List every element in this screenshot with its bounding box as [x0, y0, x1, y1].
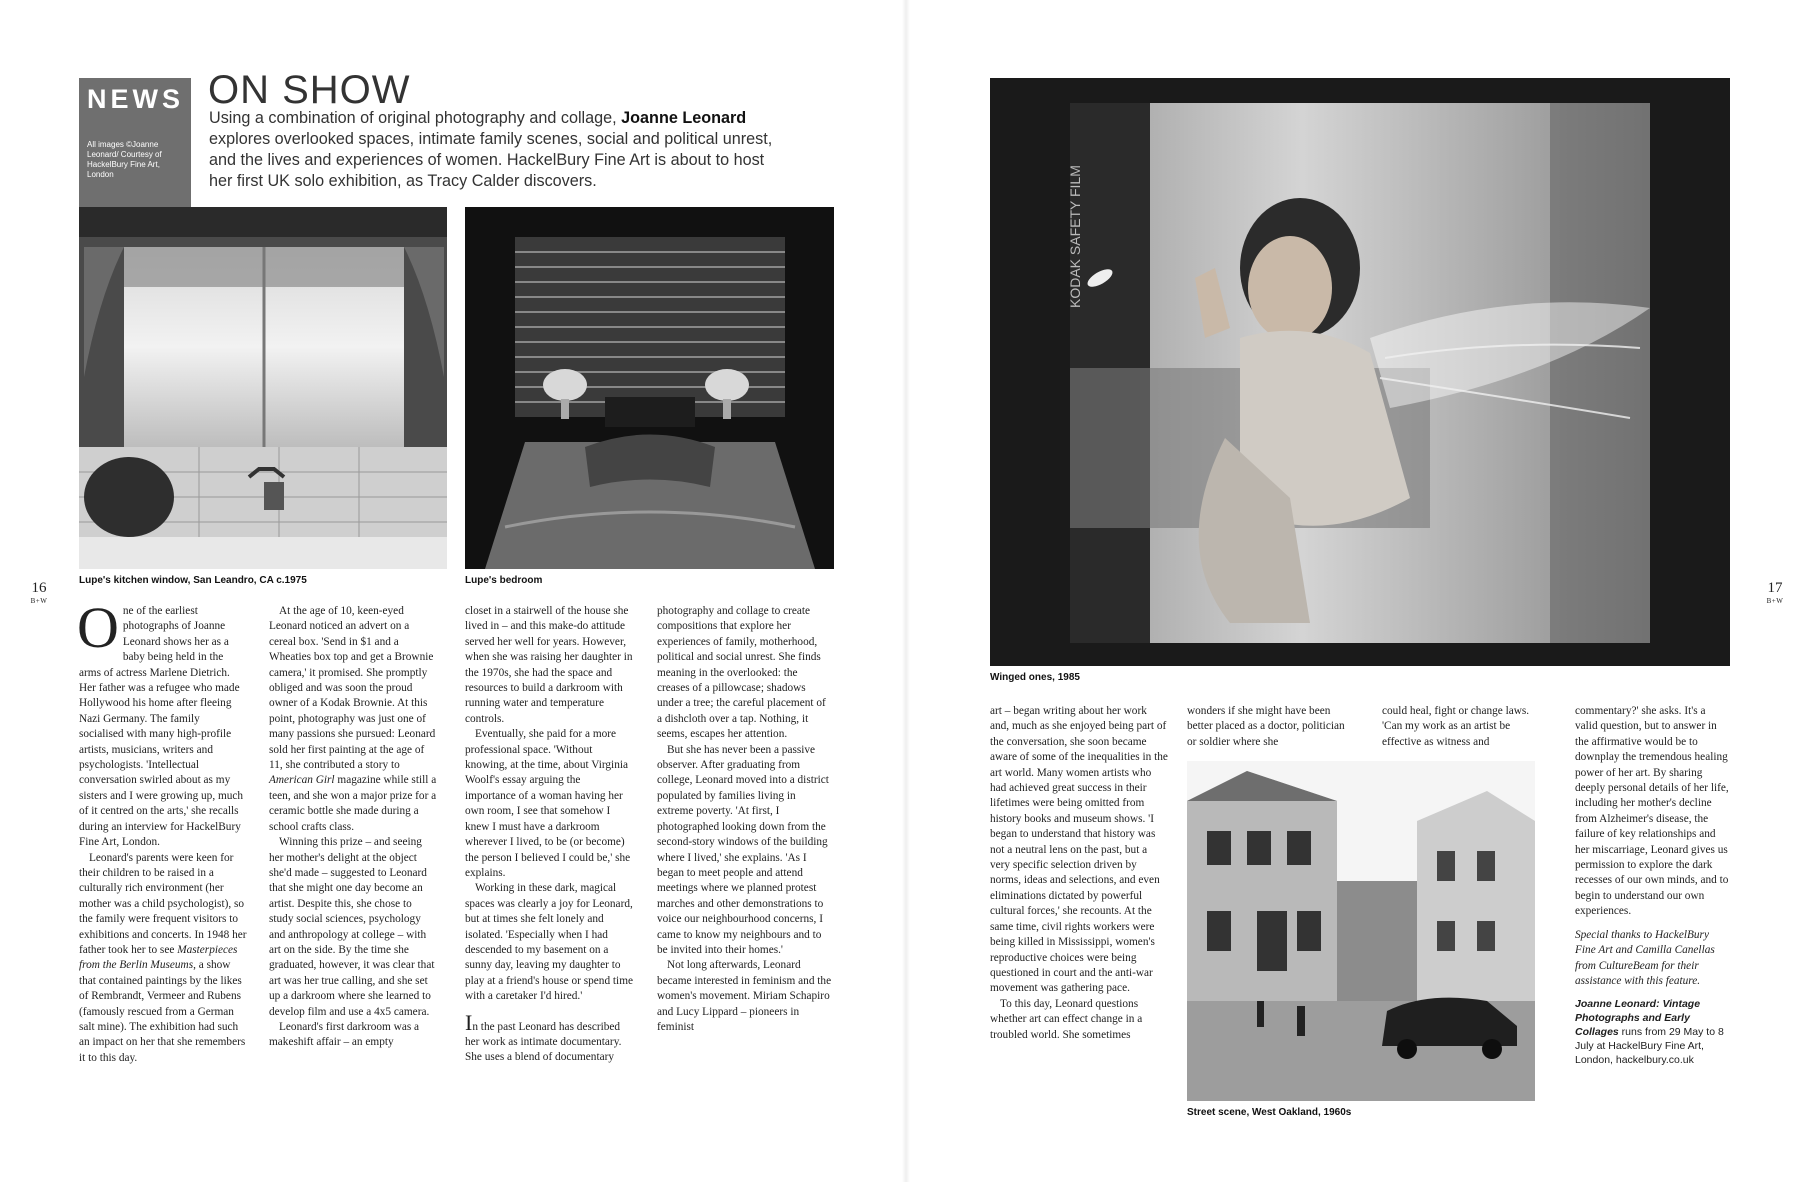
page-number-right [1760, 580, 1790, 605]
article-column-3 [465, 604, 633, 1066]
paragraph: But she has never been a passive observer. After graduating from college, Leonard moved into a district populated by families living in extreme poverty. 'At first, I photographed looking down from the second-story windows of the building where I lived,' she explains. 'As I began to meet people and attend meetings where we planned protest marches and other demonstrations to voice our neighbourhood concerns, I came to know my neighbours and to be invited into their homes.' [657, 743, 829, 956]
street-caption: Street scene, West Oakland, 1960s [1187, 1107, 1352, 1118]
bedroom-photo [465, 207, 834, 569]
page-spine [902, 0, 910, 1182]
paragraph: photography and collage to create compositions that explore her experiences of family, motherhood, political and social unrest. She finds meaning in the overlooked: the creases of a pillowcase; shadows under a tree; the careful placement of a dishcloth over a tap. Nothing, it seems, escapes her attention. [657, 605, 826, 741]
paragraph: wonders if she might have been better placed as a doctor, politician or soldier where she [1187, 705, 1345, 748]
folio-mark: B+W [1766, 597, 1784, 605]
film-edge-text: KODAK SAFETY FILM [1067, 165, 1083, 308]
acknowledgement: Special thanks to HackelBury Fine Art and Camilla Canellas from CultureBeam for their assistance with this feature. [1575, 928, 1715, 987]
folio-number: 16 [31, 580, 47, 596]
folio-number: 17 [1767, 580, 1783, 596]
article-column-5 [990, 704, 1168, 1043]
paragraph: Winning this prize – and seeing her mother's delight at the object she'd made – suggested to Leonard that she might one day become an artist. Despite this, she chose to study social sciences, psychology and anthropology at college – with art on the side. By the time she graduated, however, it was clear that art was her true calling, and she set up a darkroom where she learned to develop film and use a 4x5 camera. [269, 836, 435, 1018]
section-initial: I [465, 1009, 473, 1035]
news-section-box [79, 78, 191, 208]
paragraph: commentary?' she asks. It's a valid question, but to answer in the affirmative would be to downplay the tremendous healing power of her art. By sharing deeply personal details of her life, including her mother's decline from Alzheimer's disease, the failure of key relationships and her miscarriage, Leonard gives us permission to explore the dark recesses of our own minds, and to begin to understand our own experiences. [1575, 705, 1729, 918]
headline: ON SHOW [208, 68, 411, 112]
paragraph: Working in these dark, magical spaces was clearly a joy for Leonard, but at times she felt lonely and isolated. 'Especially when I had descended to my basement on a sunny day, leaving my daughter to play at a friend's house or spend time with a caretaker I'd hired.' [465, 882, 633, 1003]
paragraph: To this day, Leonard questions whether art can effect change in a troubled world. She sometimes [990, 997, 1143, 1041]
bedroom-caption: Lupe's bedroom [465, 575, 543, 586]
article-column-1 [77, 595, 247, 1066]
paragraph: could heal, fight or change laws. 'Can my work as an artist be effective as witness and [1382, 705, 1530, 748]
paragraph-cont: magazine while still a teen, and she won a major prize for a ceramic bottle she made during a school crafts class. [269, 774, 437, 833]
paragraph: At the age of 10, keen-eyed Leonard noticed an advert on a cereal box. 'Send in $1 and a Wheaties box top and get a Brownie camera,' it promised. She promptly obliged and was soon the proud owner of a Kodak Brownie. At this point, photography was just one of many passions she pursued: Leonard sold her first painting at the age of 11, she contributed a story to [269, 605, 436, 772]
exhibition-listing-title: Joanne Leonard: Vintage Photographs and Early Collages [1575, 998, 1701, 1039]
article-column-8 [1575, 704, 1730, 1067]
paragraph: Leonard's first darkroom was a makeshift affair – an empty [269, 1020, 420, 1049]
artist-name: Joanne Leonard [621, 109, 747, 127]
paragraph: Not long afterwards, Leonard became interested in feminism and the women's movement. Miriam Schapiro and Lucy Lippard – pioneers in feminist [657, 959, 832, 1033]
section-label: NEWS [87, 84, 184, 114]
standfirst-text-cont: explores overlooked spaces, intimate family scenes, social and political unrest, and the lives and experiences of women. HackelBury Fine Art is about to host her first UK solo exhibition, as Tracy Calder discovers. [209, 130, 773, 190]
article-column-7 [1382, 704, 1542, 750]
exhibition-title: Masterpieces from the Berlin Museums [79, 943, 238, 972]
winged-ones-photo [990, 78, 1730, 666]
kitchen-caption: Lupe's kitchen window, San Leandro, CA c.1975 [79, 575, 307, 586]
article-column-2 [269, 604, 437, 1051]
standfirst [209, 108, 784, 192]
image-credit: All images ©Joanne Leonard/ Courtesy of HackelBury Fine Art, London [87, 140, 162, 179]
paragraph: closet in a stairwell of the house she lived in – and this make-do attitude served her well for years. However, when she was raising her daughter in the 1970s, she had the space and resources to build a darkroom with running water and temperature controls. [465, 605, 633, 725]
page-number-left [24, 580, 54, 605]
kitchen-window-photo [79, 207, 447, 569]
article-column-4 [657, 604, 832, 1035]
exhibition-listing-details: runs from 29 May to 8 July at HackelBury Fine Art, London, hackelbury.co.uk [1575, 1026, 1724, 1067]
paragraph: Leonard's parents were keen for their children to be raised in a culturally rich environment (her mother was a child psychologist), so the family were frequent visitors to exhibitions and concerts. In 1948 her father took her to see [79, 851, 247, 956]
paragraph-cont: , a show that contained paintings by the likes of Rembrandt, Vermeer and Rubens (famously rescued from a German salt mine). The exhibition had such an impact on her that she remembers it to this day. [79, 959, 246, 1064]
standfirst-text: Using a combination of original photography and collage, [209, 109, 622, 127]
paragraph: Eventually, she paid for a more professional space. 'Without knowing, at the time, about Virginia Woolf's essay arguing the importance of a woman having her own room, I see that somehow I knew I must have a darkroom wherever I lived, to be (or become) the person I believed I could be,' she explains. [465, 728, 631, 879]
paragraph: art – began writing about her work and, much as she enjoyed being part of the conversation, she soon became aware of some of the inequalities in the art world. Many women artists who had achieved great success in their lifetimes were being omitted from history books and museum shows. 'I began to understand that history was not a neutral lens on the past, but a very specific selection driven by norms, ideas and selections, and even eliminations dictated by powerful cultural forces,' she recounts. At the same time, civil rights workers were being killed in Mississippi, women's reproductive choices were being questioned in court and the anti-war movement was gathering pace. [990, 705, 1168, 995]
street-scene-photo [1187, 761, 1535, 1101]
folio-mark: B+W [30, 597, 48, 605]
magazine-title: American Girl [269, 774, 335, 787]
winged-caption: Winged ones, 1985 [990, 672, 1080, 683]
paragraph: n the past Leonard has described her work as intimate documentary. She uses a blend of documentary [465, 1020, 622, 1064]
drop-cap: O [77, 595, 119, 660]
paragraph: ne of the earliest photographs of Joanne Leonard shows her as a baby being held in the arms of actress Marlene Dietrich. Her father was a refugee who made Hollywood his home after fleeing Nazi Germany. The family socialised with many high-profile artists, musicians, writers and psychologists. 'Intellectual conversation swirled about as my sisters and I were growing up, much of it centred on the arts,' she recalls during an interview for HackelBury Fine Art, London. [79, 605, 244, 849]
article-column-6 [1187, 704, 1352, 750]
